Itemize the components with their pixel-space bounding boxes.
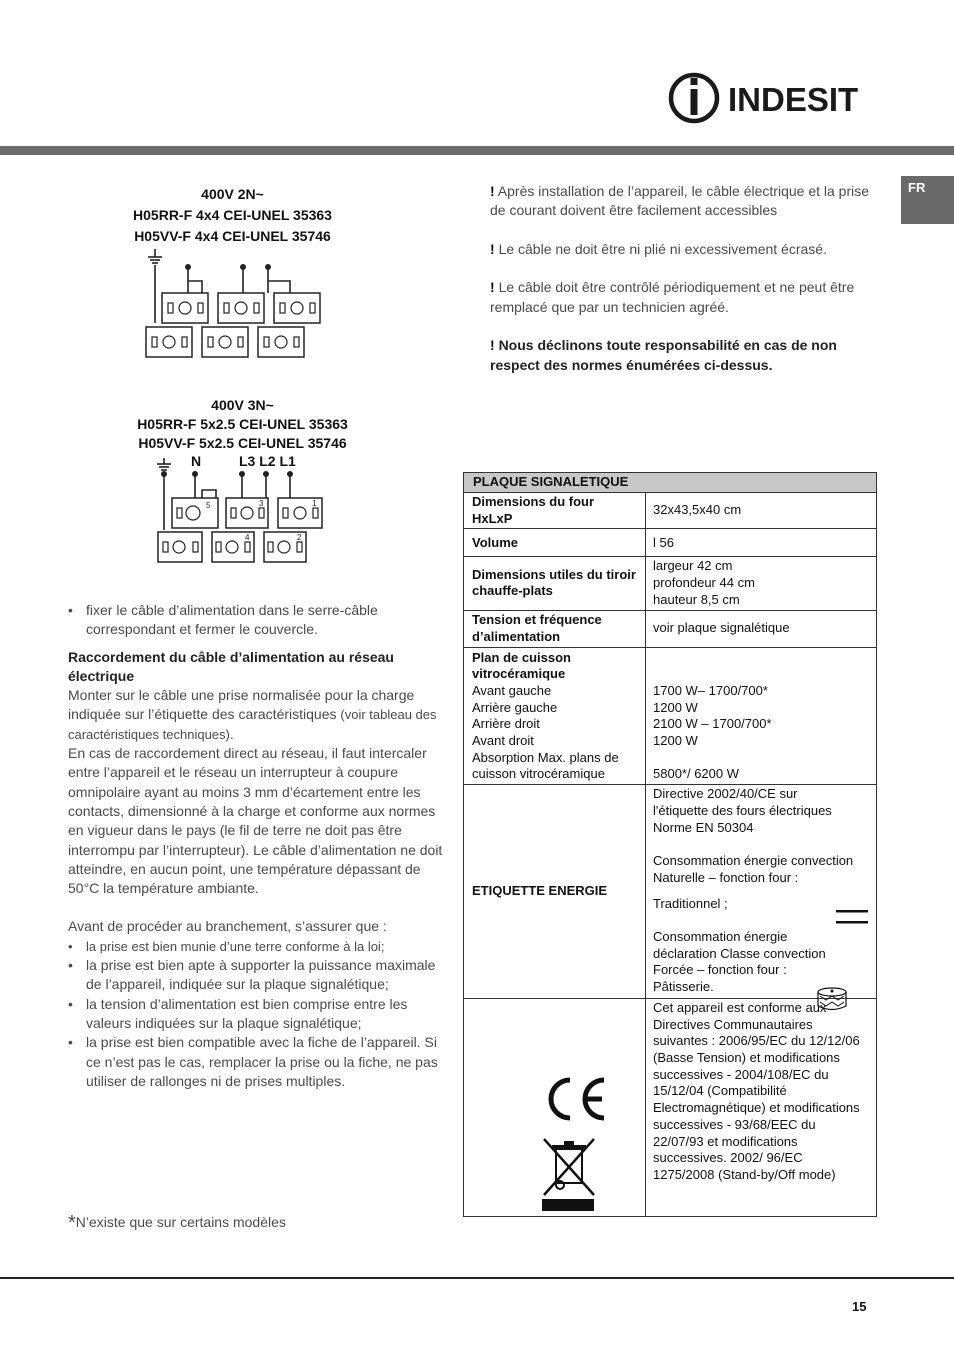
- table-cell: Plan de cuisson vitrocéramique Avant gauche Arrière gauche Arrière droit Avant droit Absorption Max. plans de cuisson vitrocéramique: [464, 647, 646, 785]
- table-cell: Directive 2002/40/CE sur l'étiquette des fours électriques Norme EN 50304 Consommation énergie convection Naturelle – fonction four : Traditionnel ; Consommation énergie déclaration Classe convection Forcée – fonction four : Pâtisserie.: [646, 785, 877, 999]
- safety-notes: [490, 182, 870, 394]
- paragraph: Monter sur le câble une prise normalisée pour la charge indiquée sur l’étiquette des caractéristiques (voir tableau des caractéristiques techniques).: [68, 687, 437, 742]
- table-cell: 32x43,5x40 cm: [646, 493, 877, 529]
- table-cell: ETIQUETTE ENERGIE: [464, 785, 646, 999]
- traditional-mode-icon: [836, 909, 868, 925]
- table-cell: Tension et fréquence d’alimentation: [464, 610, 646, 647]
- list-item: • fixer le câble d’alimentation dans le serre-câble correspondant et fermer le couvercle.: [68, 601, 448, 640]
- terminal-number: 4: [245, 533, 250, 542]
- list-item: • la prise est bien compatible avec la fiche de l’appareil. Si ce n’est pas le cas, remplacer la prise ou la fiche, ne pas utiliser de rallonges ni de prises multiples.: [68, 1033, 448, 1091]
- table-cell: largeur 42 cm profondeur 44 cm hauteur 8,5 cm: [646, 557, 877, 610]
- paragraph: Avant de procéder au branchement, s’assurer que :: [68, 918, 387, 935]
- wiring-diagram-3n: [150, 452, 330, 564]
- table-cell: [464, 998, 646, 1216]
- header-bar: [0, 146, 954, 155]
- wiring-title-2n: [90, 184, 375, 247]
- list-item: • la prise est bien munie d’une terre conforme à la loi;: [68, 937, 448, 956]
- phases-label: L3 L2 L1: [239, 453, 296, 469]
- table-header: PLAQUE SIGNALETIQUE: [464, 473, 877, 493]
- wiring-cable-vv: H05VV-F 4x4 CEI-UNEL 35746: [134, 228, 331, 244]
- table-cell: Volume: [464, 529, 646, 557]
- wiring-voltage: 400V 2N~: [201, 186, 264, 202]
- installation-text: [68, 601, 448, 1091]
- wiring-cable-rr: H05RR-F 4x4 CEI-UNEL 35363: [133, 207, 332, 223]
- svg-text:INDESIT: INDESIT: [728, 81, 859, 118]
- list-item: • la tension d’alimentation est bien comprise entre les valeurs indiquées sur la plaque signalétique;: [68, 995, 448, 1034]
- indesit-logo: [668, 70, 873, 126]
- footnote: *N’existe que sur certains modèles: [68, 1212, 286, 1234]
- wiring-diagram-2n: [140, 245, 325, 360]
- table-cell: Dimensions utiles du tiroir chauffe-plats: [464, 557, 646, 610]
- rating-plate-table: [463, 472, 877, 1217]
- table-cell: Dimensions du four HxLxP: [464, 493, 646, 529]
- language-tab: FR: [901, 176, 954, 224]
- wiring-cable-rr-3n: H05RR-F 5x2.5 CEI-UNEL 35363: [137, 416, 348, 432]
- terminal-number: 2: [297, 533, 302, 542]
- wiring-cable-vv-3n: H05VV-F 5x2.5 CEI-UNEL 35746: [138, 435, 347, 451]
- footer-divider: [0, 1277, 954, 1279]
- terminal-number: 1: [312, 499, 317, 508]
- neutral-label: N: [191, 453, 202, 469]
- note: ! Nous déclinons toute responsabilité en cas de non respect des normes énumérées ci-dessus.: [490, 337, 837, 373]
- table-cell: 1700 W– 1700/700* 1200 W 2100 W – 1700/700* 1200 W 5800*/ 6200 W: [646, 647, 877, 785]
- terminal-number: 3: [259, 499, 264, 508]
- note: ! Le câble ne doit être ni plié ni excessivement écrasé.: [490, 240, 827, 257]
- ce-mark-icon: [542, 1074, 610, 1124]
- paragraph: En cas de raccordement direct au réseau, il faut intercaler entre l’appareil et le réseau un interrupteur à coupure omnipolaire ayant au moins 3 mm d’écartement entre les contacts, dimensionné à la charge et conforme aux normes en vigueur dans le pays (le fil de terre ne doit pas être interrompu par l’interrupteur). Le câble d’alimentation ne doit atteindre, en aucun point, une température dépassant de 50°C la température ambiante.: [68, 745, 443, 897]
- section-title: Raccordement du câble d’alimentation au réseau électrique: [68, 648, 394, 684]
- wiring-voltage-3n: 400V 3N~: [211, 397, 274, 413]
- table-cell: l 56: [646, 529, 877, 557]
- list-item: • la prise est bien apte à supporter la puissance maximale de l’appareil, indiquée sur la plaque signalétique;: [68, 956, 448, 995]
- note: ! Le câble doit être contrôlé périodiquement et ne peut être remplacé que par un technicien agréé.: [490, 279, 855, 315]
- wiring-title-3n: [90, 396, 395, 453]
- note: ! Après installation de l’appareil, le câble électrique et la prise de courant doivent être facilement accessibles: [490, 183, 870, 219]
- weee-bin-icon: [542, 1135, 598, 1211]
- table-cell: Cet appareil est conforme aux Directives Communautaires suivantes : 2006/95/EC du 12/12/06 (Basse Tension) et modifications successives - 2004/108/EC du 15/12/04 (Compatibilité Electromagnétique) et modifications successives - 93/68/EEC du 22/07/93 et modifications successives. 2002/ 96/EC 1275/2008 (Stand-by/Off mode): [646, 998, 877, 1216]
- pastry-mode-icon: [816, 987, 848, 1011]
- page-number: 15: [852, 1299, 867, 1314]
- terminal-number: 5: [206, 501, 211, 510]
- table-cell: voir plaque signalétique: [646, 610, 877, 647]
